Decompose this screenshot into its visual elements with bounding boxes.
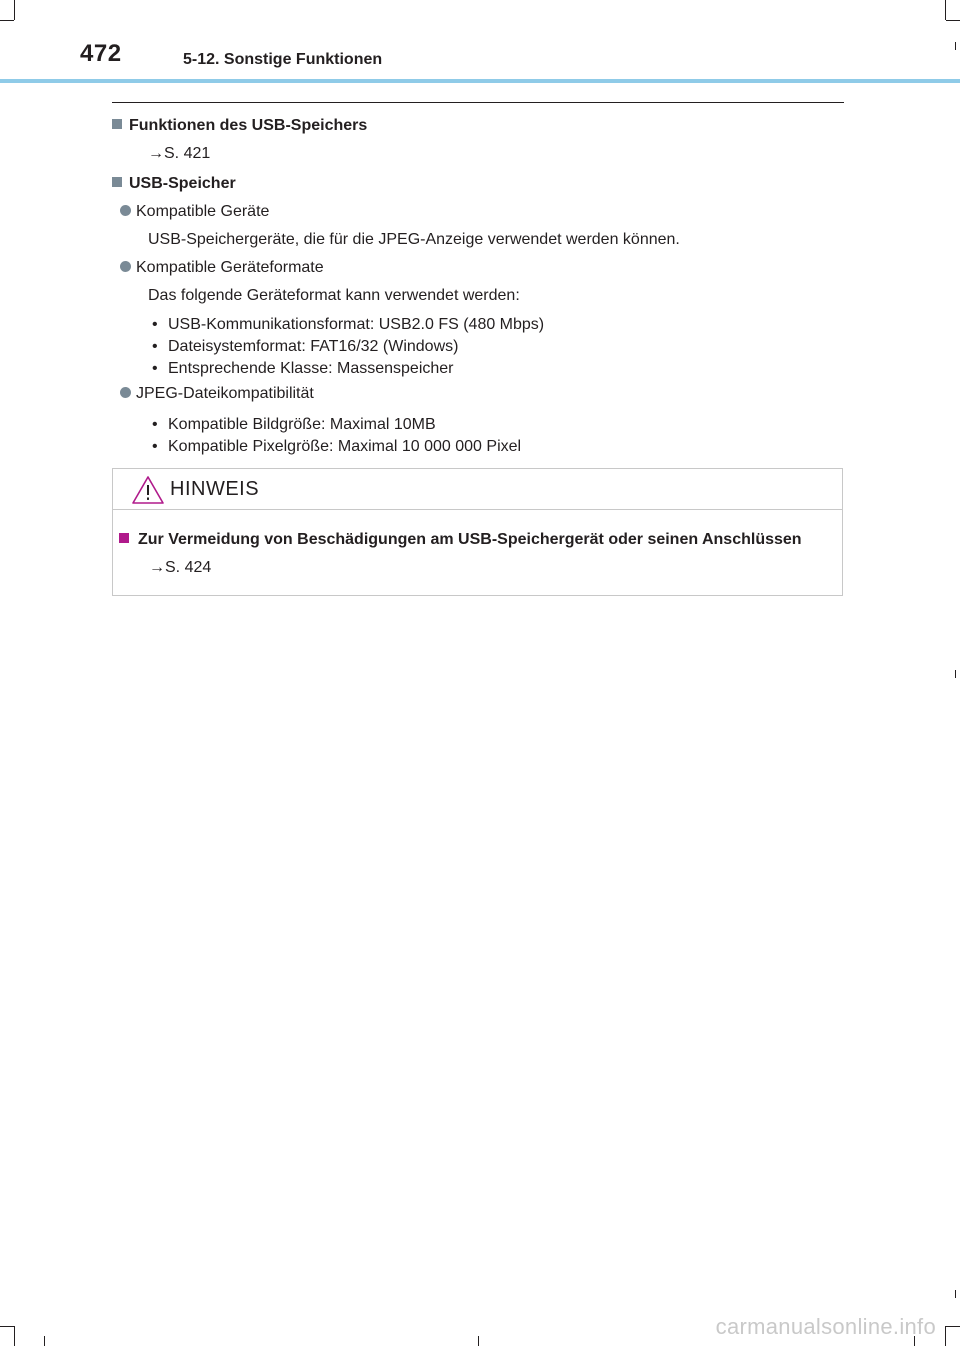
- circle-bullet-icon: [120, 261, 131, 272]
- square-bullet-icon: [112, 119, 122, 129]
- item-description: Das folgende Geräteformat kann verwendet werden:: [148, 287, 520, 304]
- page-number: 472: [80, 40, 122, 67]
- circle-bullet-icon: [120, 205, 131, 216]
- crop-mark: [0, 20, 14, 21]
- page-reference[interactable]: →S. 421: [148, 145, 211, 162]
- bullet-item: • Dateisystemformat: FAT16/32 (Windows): [152, 336, 852, 358]
- bullet-item: • USB-Kommunikationsformat: USB2.0 FS (480 Mbps): [152, 314, 852, 336]
- crop-mark: [945, 1326, 946, 1346]
- crop-mark: [14, 0, 15, 20]
- section-title: 5-12. Sonstige Funktionen: [183, 51, 383, 68]
- main-content: [112, 114, 852, 458]
- warning-triangle-icon: [131, 475, 165, 505]
- square-bullet-icon: [119, 533, 129, 543]
- crop-mark: [946, 1326, 960, 1327]
- page-reference[interactable]: →S. 424: [149, 559, 212, 576]
- section-heading: Funktionen des USB-Speichers: [112, 114, 852, 138]
- notice-header: [113, 469, 842, 510]
- notice-body: [113, 510, 842, 580]
- watermark: carmanualsonline.info: [715, 1314, 936, 1339]
- item-description: USB-Speichergeräte, die für die JPEG-Anzeige verwendet werden können.: [148, 231, 680, 248]
- bullet-list: [152, 314, 852, 380]
- list-item: JPEG-Dateikompatibilität: [120, 382, 852, 406]
- crop-mark: [478, 1336, 479, 1346]
- header-rule: [0, 79, 960, 83]
- section-divider: [112, 102, 844, 103]
- crop-mark: [955, 42, 956, 50]
- bullet-item: • Kompatible Pixelgröße: Maximal 10 000 000 Pixel: [152, 436, 852, 458]
- notice-title: HINWEIS: [170, 478, 260, 500]
- crop-mark: [14, 1326, 15, 1346]
- crop-mark: [955, 1290, 956, 1298]
- crop-mark: [945, 0, 946, 20]
- notice-box: [112, 468, 843, 596]
- list-item: Kompatible Geräte: [120, 200, 852, 224]
- list-item: Kompatible Geräteformate: [120, 256, 852, 280]
- crop-mark: [955, 670, 956, 678]
- crop-mark: [44, 1336, 45, 1346]
- bullet-item: • Kompatible Bildgröße: Maximal 10MB: [152, 414, 852, 436]
- section-heading: USB-Speicher: [112, 172, 852, 196]
- bullet-item: • Entsprechende Klasse: Massenspeicher: [152, 358, 852, 380]
- crop-mark: [946, 20, 960, 21]
- square-bullet-icon: [112, 177, 122, 187]
- crop-mark: [0, 1326, 14, 1327]
- circle-bullet-icon: [120, 387, 131, 398]
- bullet-list: [152, 414, 852, 458]
- notice-heading: Zur Vermeidung von Beschädigungen am USB-Speichergerät oder seinen Anschlüssen: [119, 528, 842, 552]
